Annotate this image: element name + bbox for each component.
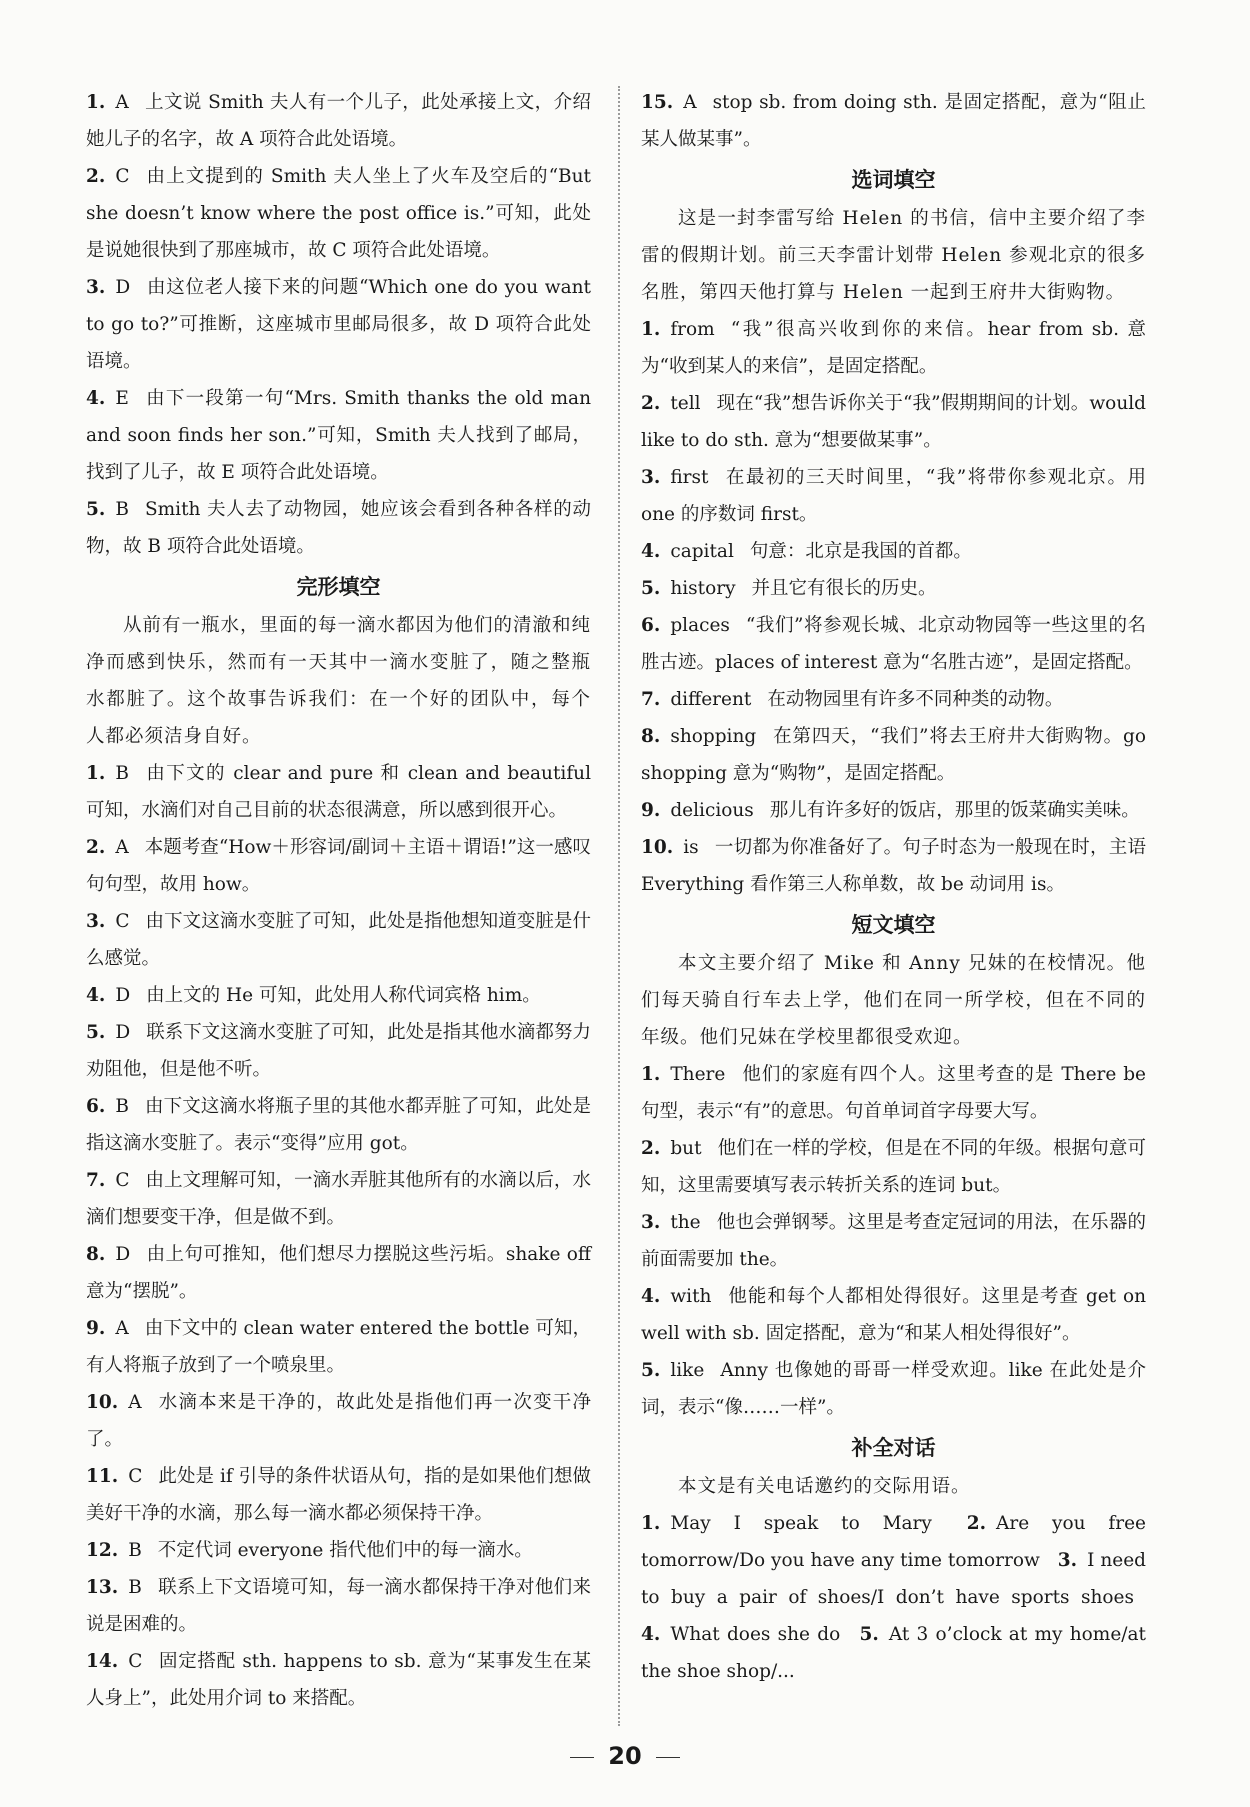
cloze-answer-list (86, 755, 591, 1717)
item-answer: A (683, 92, 697, 113)
item-explanation: 不定代词 everyone 指代他们中的每一滴水。 (157, 1540, 533, 1561)
right-column (641, 84, 1146, 1690)
item-explanation: 由上句可推知，他们想尽力摆脱这些污垢。shake off 意为“摆脱”。 (86, 1244, 591, 1302)
answer-item (86, 491, 591, 565)
answer-item (86, 1532, 591, 1569)
item-explanation: 由上文的 He 可知，此处用人称代词宾格 him。 (146, 985, 541, 1006)
dialog-summary: 本文是有关电话邀约的交际用语。 (678, 1476, 971, 1497)
item-number: 8. (641, 726, 661, 747)
item-answer: C (115, 1170, 130, 1191)
item-answer: E (115, 388, 129, 409)
item-explanation: 在动物园里有许多不同种类的动物。 (767, 689, 1064, 710)
item-answer: A (115, 837, 129, 858)
item-explanation: 固定搭配 sth. happens to sb. 意为“某事发生在某人身上”，此处用介词 to 来搭配。 (86, 1651, 591, 1709)
dialog-item-text: I need to buy a pair of shoes/I don’t have sports shoes (641, 1550, 1146, 1608)
answer-item (641, 533, 1146, 570)
item-answer: B (115, 1096, 129, 1117)
answer-item (86, 903, 591, 977)
footer-dash-left (570, 1757, 594, 1758)
answer-item (86, 380, 591, 491)
item-answer: B (115, 499, 129, 520)
answer-item (86, 1088, 591, 1162)
item-answer: C (128, 1651, 143, 1672)
item-answer: but (670, 1138, 702, 1159)
item-explanation: Anny 也像她的哥哥一样受欢迎。like 在此处是介词，表示“像……一样”。 (641, 1360, 1146, 1418)
item-number: 1. (86, 92, 106, 113)
answer-item (86, 1458, 591, 1532)
answer-item (641, 385, 1146, 459)
passage-fill-answer-list (641, 1056, 1146, 1426)
item-number: 10. (86, 1392, 119, 1413)
item-answer: different (670, 689, 752, 710)
cloze-heading: 完形填空 (296, 575, 381, 599)
item-explanation: 他们的家庭有四个人。这里考查的是 There be 句型，表示“有”的意思。句首单词首字母要大写。 (641, 1064, 1146, 1122)
item-explanation: 由上文理解可知，一滴水弄脏其他所有的水滴以后，水滴们想要变干净，但是做不到。 (86, 1170, 591, 1228)
item-explanation: 在最初的三天时间里，“我”将带你参观北京。用 one 的序数词 first。 (641, 467, 1146, 525)
answer-item (641, 829, 1146, 903)
item-number: 5. (86, 1022, 106, 1043)
item-answer: first (670, 467, 709, 488)
answer-item (641, 84, 1146, 158)
item-answer: A (115, 1318, 129, 1339)
answer-item (86, 1384, 591, 1458)
item-explanation: 由下文的 clear and pure 和 clean and beautiful 可知，水滴们对自己目前的状态很满意，所以感到很开心。 (86, 763, 591, 821)
dialog-answer-list (641, 1505, 1146, 1690)
item-explanation: 他能和每个人都相处得很好。这里是考查 get on well with sb. 固定搭配，意为“和某人相处得很好”。 (641, 1286, 1146, 1344)
item-number: 4. (641, 541, 661, 562)
dialog-heading: 补全对话 (851, 1436, 936, 1460)
item-number: 4. (641, 1286, 661, 1307)
footer-dash-right (656, 1757, 680, 1758)
item-answer: from (670, 319, 715, 340)
item-number: 3. (641, 467, 661, 488)
item-number: 12. (86, 1540, 119, 1561)
item-number: 5. (641, 578, 661, 599)
answer-item (641, 1056, 1146, 1130)
answer-item (86, 829, 591, 903)
item-answer: is (683, 837, 699, 858)
item-answer: A (115, 92, 129, 113)
item-number: 5. (641, 1360, 661, 1381)
item-number: 4. (86, 388, 106, 409)
item-answer: D (115, 985, 131, 1006)
item-explanation: 此处是 if 引导的条件状语从句，指的是如果他们想做美好干净的水滴，那么每一滴水都必须保持干净。 (86, 1466, 591, 1524)
item-explanation: 由下文中的 clean water entered the bottle 可知，有人将瓶子放到了一个喷泉里。 (86, 1318, 591, 1376)
item-answer: D (115, 1244, 131, 1265)
answer-item (641, 1278, 1146, 1352)
item-explanation: 联系上下文语境可知，每一滴水都保持干净对他们来说是困难的。 (86, 1577, 591, 1635)
word-fill-summary: 这是一封李雷写给 Helen 的书信，信中主要介绍了李雷的假期计划。前三天李雷计划带 Helen 参观北京的很多名胜，第四天他打算与 Helen 一起到王府井大街购物。 (641, 208, 1146, 303)
passage-fill-summary: 本文主要介绍了 Mike 和 Anny 兄妹的在校情况。他们每天骑自行车去上学，他们在同一所学校，但在不同的年级。他们兄妹在学校里都很受欢迎。 (641, 953, 1146, 1048)
item-number: 1. (641, 1064, 661, 1085)
passage-fill-heading: 短文填空 (851, 913, 936, 937)
item-explanation: 由下文这滴水变脏了可知，此处是指他想知道变脏是什么感觉。 (86, 911, 591, 969)
dialog-item-number: 4. (641, 1624, 661, 1645)
item-explanation: 水滴本来是干净的，故此处是指他们再一次变干净了。 (86, 1392, 591, 1450)
item-answer: like (670, 1360, 705, 1381)
column-divider (618, 86, 620, 1726)
item-answer: shopping (670, 726, 757, 747)
dialog-item-text: Are you free tomorrow/Do you have any time tomorrow (641, 1513, 1146, 1571)
item-explanation: Smith 夫人去了动物园，她应该会看到各种各样的动物，故 B 项符合此处语境。 (86, 499, 591, 557)
item-number: 2. (86, 166, 106, 187)
item-number: 14. (86, 1651, 119, 1672)
item-explanation: 上文说 Smith 夫人有一个儿子，此处承接上文，介绍她儿子的名字，故 A 项符合此处语境。 (86, 92, 591, 150)
item-number: 2. (641, 393, 661, 414)
word-fill-heading: 选词填空 (851, 168, 936, 192)
answer-item (86, 1569, 591, 1643)
answer-item (641, 607, 1146, 681)
item-answer: D (115, 277, 131, 298)
item-answer: There (670, 1064, 726, 1085)
item-explanation: 并且它有很长的历史。 (751, 578, 937, 599)
item-number: 6. (641, 615, 661, 636)
item-answer: the (670, 1212, 701, 1233)
item-explanation: 联系下文这滴水变脏了可知，此处是指其他水滴都努力劝阻他，但是他不听。 (86, 1022, 591, 1080)
answer-item (641, 1130, 1146, 1204)
item-number: 7. (86, 1170, 106, 1191)
item-number: 3. (641, 1212, 661, 1233)
page-footer (0, 1742, 1250, 1770)
item-explanation: 他们在一样的学校，但是在不同的年级。根据句意可知，这里需要填写表示转折关系的连词 but。 (641, 1138, 1146, 1196)
item-explanation: 在第四天，“我们”将去王府井大街购物。go shopping 意为“购物”，是固定搭配。 (641, 726, 1146, 784)
item-answer: tell (670, 393, 701, 414)
answer-item (641, 1204, 1146, 1278)
item-answer: C (115, 166, 130, 187)
answer-item (86, 84, 591, 158)
page-number: 20 (608, 1742, 642, 1770)
answer-item (86, 1162, 591, 1236)
item-number: 10. (641, 837, 674, 858)
item-answer: capital (670, 541, 734, 562)
answer-item (641, 681, 1146, 718)
item-answer: with (670, 1286, 712, 1307)
cloze-summary: 从前有一瓶水，里面的每一滴水都因为他们的清澈和纯净而感到快乐，然而有一天其中一滴水变脏了，随之整瓶水都脏了。这个故事告诉我们：在一个好的团队中，每个人都必须洁身自好。 (86, 615, 592, 747)
item-answer: delicious (670, 800, 754, 821)
item-explanation: 由下文这滴水将瓶子里的其他水都弄脏了可知，此处是指这滴水变脏了。表示“变得”应用 got。 (86, 1096, 591, 1154)
item-explanation: 由上文提到的 Smith 夫人坐上了火车及空后的“But she doesn’t know where the post office is.”可知，此处是说她很快到了那座城市，故 C 项符合此处语境。 (86, 166, 591, 261)
item-number: 9. (86, 1318, 106, 1339)
item-number: 2. (86, 837, 106, 858)
left-column (86, 84, 591, 1717)
item-number: 6. (86, 1096, 106, 1117)
item-explanation: 由这位老人接下来的问题“Which one do you want to go to?”可推断，这座城市里邮局很多，故 D 项符合此处语境。 (86, 277, 591, 372)
item-explanation: stop sb. from doing sth. 是固定搭配，意为“阻止某人做某事”。 (641, 92, 1146, 150)
answer-item (86, 269, 591, 380)
answer-item (641, 718, 1146, 792)
reading-answer-list (86, 84, 591, 565)
answer-item (86, 1236, 591, 1310)
dialog-item-number: 2. (966, 1513, 987, 1534)
item-number: 3. (86, 277, 106, 298)
item-answer: B (128, 1540, 142, 1561)
item-explanation: 由下一段第一句“Mrs. Smith thanks the old man and soon finds her son.”可知，Smith 夫人找到了邮局，找到了儿子，故 E 项符合此处语境。 (86, 388, 591, 483)
answer-item (86, 1310, 591, 1384)
dialog-item-number: 1. (641, 1513, 661, 1534)
answer-item (641, 570, 1146, 607)
answer-item (86, 1014, 591, 1088)
item-number: 3. (86, 911, 106, 932)
item-number: 1. (86, 763, 106, 784)
item-explanation: 现在“我”想告诉你关于“我”假期期间的计划。would like to do sth. 意为“想要做某事”。 (641, 393, 1146, 451)
item-answer: D (115, 1022, 131, 1043)
item-number: 5. (86, 499, 106, 520)
answer-item (86, 755, 591, 829)
item-explanation: 本题考查“How＋形容词/副词＋主语＋谓语!”这一感叹句句型，故用 how。 (86, 837, 591, 895)
item-answer: places (670, 615, 730, 636)
dialog-item-number: 3. (1057, 1550, 1078, 1571)
answer-item (86, 977, 591, 1014)
item-answer: A (128, 1392, 142, 1413)
item-number: 2. (641, 1138, 661, 1159)
word-fill-answer-list (641, 311, 1146, 903)
item-number: 13. (86, 1577, 119, 1598)
item-number: 4. (86, 985, 106, 1006)
item-number: 7. (641, 689, 661, 710)
item-explanation: 那儿有许多好的饭店，那里的饭菜确实美味。 (769, 800, 1140, 821)
item-explanation: “我”很高兴收到你的来信。hear from sb. 意为“收到某人的来信”，是固定搭配。 (641, 319, 1146, 377)
dialog-item-text: What does she do (670, 1624, 841, 1645)
answer-item (641, 311, 1146, 385)
answer-item (641, 792, 1146, 829)
answer-item (86, 158, 591, 269)
item-answer: C (115, 911, 130, 932)
dialog-item-number: 5. (859, 1624, 879, 1645)
answer-item (86, 1643, 591, 1717)
item-answer: history (670, 578, 736, 599)
item-answer: C (128, 1466, 143, 1487)
item-number: 8. (86, 1244, 106, 1265)
item-number: 1. (641, 319, 661, 340)
item-number: 15. (641, 92, 674, 113)
item-explanation: 他也会弹钢琴。这里是考查定冠词的用法，在乐器的前面需要加 the。 (641, 1212, 1146, 1270)
answer-item (641, 1352, 1146, 1426)
dialog-item-text: At 3 o’clock at my home/at the shoe shop/... (641, 1624, 1146, 1682)
item-answer: B (128, 1577, 142, 1598)
dialog-item-text: May I speak to Mary (670, 1513, 932, 1534)
item-answer: B (115, 763, 129, 784)
answer-item (641, 459, 1146, 533)
item-explanation: 一切都为你准备好了。句子时态为一般现在时，主语 Everything 看作第三人称单数，故 be 动词用 is。 (641, 837, 1146, 895)
item-number: 11. (86, 1466, 119, 1487)
item-explanation: “我们”将参观长城、北京动物园等一些这里的名胜古迹。places of interest 意为“名胜古迹”，是固定搭配。 (641, 615, 1146, 673)
item-number: 9. (641, 800, 661, 821)
item-explanation: 句意：北京是我国的首都。 (749, 541, 972, 562)
